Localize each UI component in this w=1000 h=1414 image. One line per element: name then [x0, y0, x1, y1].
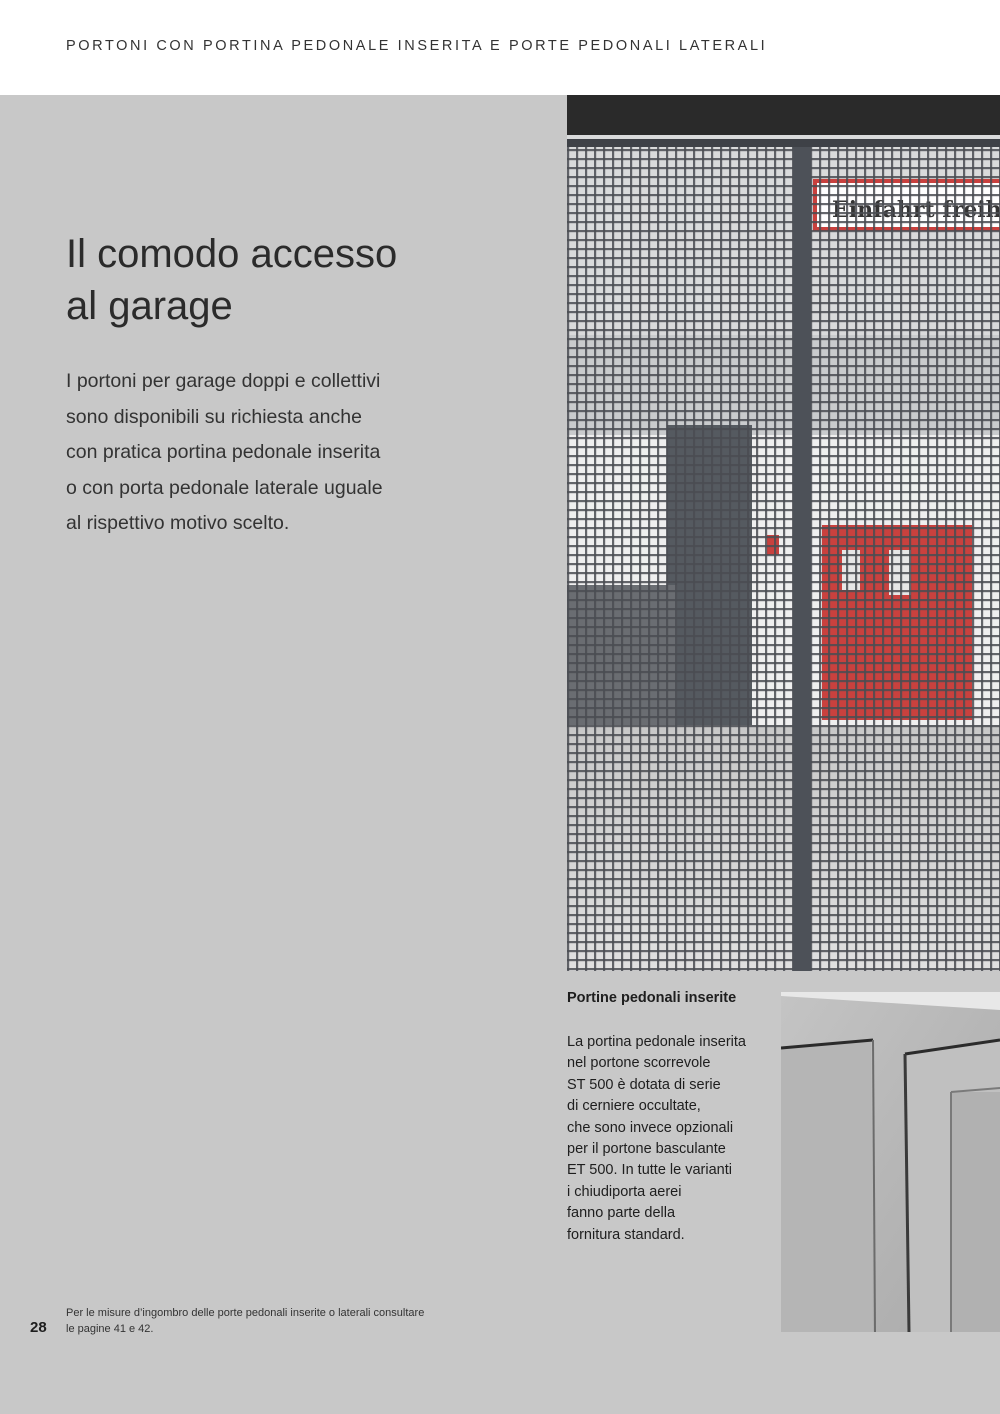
caption-line: nel portone scorrevole	[567, 1055, 711, 1072]
caption-line: ET 500. In tutte le varianti	[567, 1162, 732, 1179]
caption-line: per il portone basculante	[567, 1141, 726, 1158]
section-title: PORTONI CON PORTINA PEDONALE INSERITA E PORTE PEDONALI LATERALI	[66, 38, 768, 54]
caption-line: ST 500 è dotata di serie	[567, 1076, 721, 1093]
caption-line: fornitura standard.	[567, 1226, 685, 1243]
page-header	[0, 0, 1000, 95]
caption-line: di cerniere occultate,	[567, 1098, 701, 1115]
intro-line: sono disponibili su richiesta anche	[66, 405, 362, 428]
intro-line: I portoni per garage doppi e collettivi	[66, 370, 381, 392]
caption-line: fanno parte della	[567, 1205, 676, 1222]
caption-line: i chiudiporta aerei	[567, 1183, 682, 1200]
headline	[66, 228, 397, 332]
caption-body	[567, 1032, 746, 1246]
door-detail-photo	[781, 992, 1000, 1332]
caption-line: che sono invece opzionali	[567, 1119, 734, 1136]
intro-paragraph	[66, 364, 486, 542]
caption-title: Portine pedonali inserite	[567, 990, 737, 1006]
footnote-line: Per le misure d’ingombro delle porte pedonali inserite o laterali consultare	[66, 1307, 425, 1319]
intro-line: con pratica portina pedonale inserita	[66, 441, 381, 463]
caption-line: La portina pedonale inserita	[567, 1034, 746, 1050]
footnote-line: le pagine 41 e 42.	[66, 1323, 154, 1335]
page-number: 28	[30, 1319, 47, 1336]
headline-line: Il comodo accesso	[66, 232, 398, 276]
intro-line: al rispettivo motivo scelto.	[66, 512, 290, 534]
footnote	[66, 1305, 424, 1337]
headline-line: al garage	[66, 284, 233, 328]
garage-mesh-door-photo	[567, 95, 1000, 971]
intro-line: o con porta pedonale laterale uguale	[66, 476, 383, 499]
